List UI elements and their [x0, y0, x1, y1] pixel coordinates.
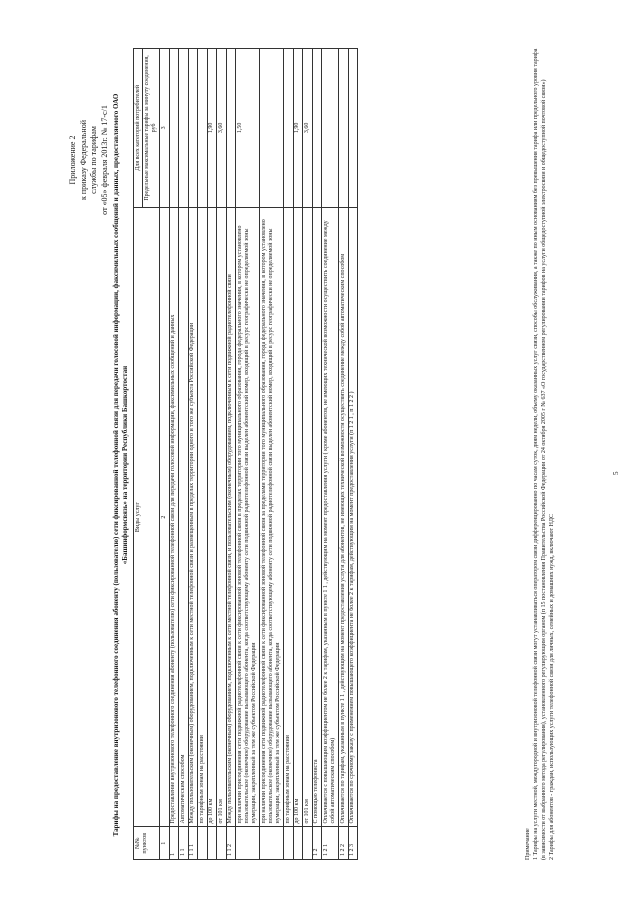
row-service-cell: Между пользовательским (оконечным) оборудованием, подключенным к сети местной телефонной связи, и пользовательским (оконечным) оборудованием, подключенным к сети подвижной радиотелефонной связи [226, 207, 235, 827]
row-service-cell: до 100 км [293, 207, 302, 827]
table-row [169, 49, 178, 860]
table-row [303, 49, 312, 860]
row-service-cell: при наличии присоединения сети подвижной радиотелефонной связи к сети фиксированной зоновой телефонной связи в пределах территории того муниципального образования, города федерального значения, в котором установлено пользовательское (оконечное) оборудование вызывающего абонента, когда соответствующему абоненту сети подвижной радиотелефонной связи выделен абонентский номер, входящий в ресурс географически не определяемой зоны нумерации, закрепленный за тем же субъектом Российской Федерации [236, 207, 260, 827]
header-num: №№ пунктов [134, 827, 160, 860]
row-value-cell: 3,60 [303, 49, 312, 208]
index-cell: 1 [160, 827, 169, 860]
row-service-cell: от 101 км [217, 207, 226, 827]
row-num-cell: 1 1 [179, 827, 188, 860]
row-service-cell: до 100 км [207, 207, 216, 827]
row-num-cell: 1 2 2 [339, 827, 348, 860]
row-value-cell [284, 49, 293, 208]
row-service-cell: Оплачивается по срочному заказу с применением повышающего коэффициента не более 2 к тарифам, действующим на момент предоставления услуги (п 1 2 1 , п 1 2 2 ) [348, 207, 357, 827]
row-value-cell [179, 49, 188, 208]
row-service-cell: Оплачивается с повышающим коэффициентом не более 2 к тарифам, указанным в пункте 1 1 , действующим на момент предоставления услуги ( кроме абонентов, не имеющих технической возможности осуществить соединение между собой автоматическим способом) [322, 207, 339, 827]
row-num-cell: 1 2 3 [348, 827, 357, 860]
notes-heading: Примечание [525, 828, 531, 860]
note-2: 2 Тарифы для абонентов - граждан, использующих услуги телефонной связи для личных, семейных и домашних нужд, включают НДС [549, 513, 555, 860]
appendix-line-2: службы по тарифам [89, 126, 98, 194]
row-num-cell: 1 1 2 [226, 827, 235, 860]
table-row [284, 49, 293, 860]
appendix-line-1: к приказу Федеральной [78, 120, 88, 200]
table-row [188, 49, 197, 860]
table-row [348, 49, 357, 860]
row-value-cell: 1,90 [207, 49, 216, 208]
row-num-cell [217, 827, 226, 860]
table-row [226, 49, 235, 860]
header-service: Виды услуг [134, 207, 160, 827]
row-num-cell [303, 827, 312, 860]
row-service-cell: С помощью телефониста [312, 207, 321, 827]
row-num-cell [260, 827, 284, 860]
table-row [293, 49, 302, 860]
row-service-cell: по тарифным зонам на расстоянии [198, 207, 207, 827]
row-num-cell: 1 2 1 [322, 827, 339, 860]
tariff-table [133, 48, 358, 860]
table-row [312, 49, 321, 860]
row-value-cell [312, 49, 321, 208]
row-value-cell [226, 49, 235, 208]
row-service-cell: Между пользовательским (оконечным) оборудованием, подключенным к сети местной телефонной связи и размещенным в пределах территории одного и того же субъекта Российской Федерации [188, 207, 197, 827]
row-service-cell: Предоставление внутризонового телефонного соединения абоненту (пользователю) сети фиксированной телефонной связи для передачи голосовой информации, факсимильных сообщений и данных [169, 207, 178, 827]
appendix-block [68, 60, 110, 260]
table-row [179, 49, 188, 860]
page-number: 5 [612, 471, 620, 475]
row-num-cell: 1 2 [312, 827, 321, 860]
row-value-cell: 1,90 [293, 49, 302, 208]
row-service-cell: от 101 км [303, 207, 312, 827]
row-value-cell: 1,50 [236, 49, 260, 208]
table-row [322, 49, 339, 860]
row-value-cell [188, 49, 197, 208]
row-service-cell: при наличии присоединения сети подвижной радиотелефонной связи к сети фиксированной зоновой телефонной связи за пределами территории того муниципального образования, города федерального значения, в котором установлено пользовательское (оконечное) оборудование вызывающего абонента, когда соответствующему абоненту сети подвижной радиотелефонной связи выделен абонентский номер, входящий в ресурс географически не определяемой зоны нумерации, закрепленный за тем же субъектом Российской Федерации [260, 207, 284, 827]
table-row [217, 49, 226, 860]
row-value-cell [348, 49, 357, 208]
header-price: Предельные максимальные тарифы за минуту соединения, руб [143, 49, 160, 208]
appendix-line-3: от «05» февраля 2013г. № 17-с/1 [99, 105, 109, 215]
row-num-cell [284, 827, 293, 860]
row-value-cell [322, 49, 339, 208]
table-row [198, 49, 207, 860]
row-num-cell [293, 827, 302, 860]
row-value-cell [198, 49, 207, 208]
row-service-cell: Автоматическим способом [179, 207, 188, 827]
row-num-cell [207, 827, 216, 860]
table-body [169, 49, 357, 860]
index-cell: 3 [160, 49, 169, 208]
document-title: Тарифы на предоставление внутризонового телефонного соединения абоненту (пользователю) сети фиксированной телефонной связи для передачи голосовой информации, факсимильных сообщений и данных, предоставляемого ОАО «Башинформсвязь» на территории Республики Башкортостан [112, 93, 129, 837]
note-1: 1 Тарифы на услуги местной, междугородной и внутризоновой телефонной связи могут устанавливаться оператором связи дифференцированно по часам суток, дням недели, объему оказанных услуг связи, способы обслуживания, а также по иным основаниям без превышения тарифа или предельного уровня тарифа (в зависимости от выбранного метода регулирования), установленного регулирующим органом (п 15 постановления Правительства Российской Федерации от 24 октября 2005 г № 637 «О государственном регулировании тарифов на услуги общедоступной электросвязи и общедоступной почтовой связи») [533, 48, 547, 860]
index-cell: 2 [160, 207, 169, 827]
row-num-cell: 1 [169, 827, 178, 860]
header-all-categories: Для всех категорий потребителей [134, 49, 143, 208]
table-row [207, 49, 216, 860]
row-num-cell [198, 827, 207, 860]
row-num-cell: 1 1 1 [188, 827, 197, 860]
row-value-cell [260, 49, 284, 208]
table-row [339, 49, 348, 860]
appendix-title: Приложение 2 [68, 135, 77, 185]
table-row [260, 49, 284, 860]
notes-block [524, 48, 556, 860]
row-num-cell [236, 827, 260, 860]
row-value-cell: 3,60 [217, 49, 226, 208]
row-service-cell: Оплачивается по тарифам, указанным в пункте 1 1 , действующим на момент предоставления услуги для абонентов, не имеющих технической возможности осуществить соединение между собой автоматическим способом [339, 207, 348, 827]
row-value-cell [339, 49, 348, 208]
row-service-cell: по тарифным зонам на расстоянии [284, 207, 293, 827]
row-value-cell [169, 49, 178, 208]
table-row [236, 49, 260, 860]
